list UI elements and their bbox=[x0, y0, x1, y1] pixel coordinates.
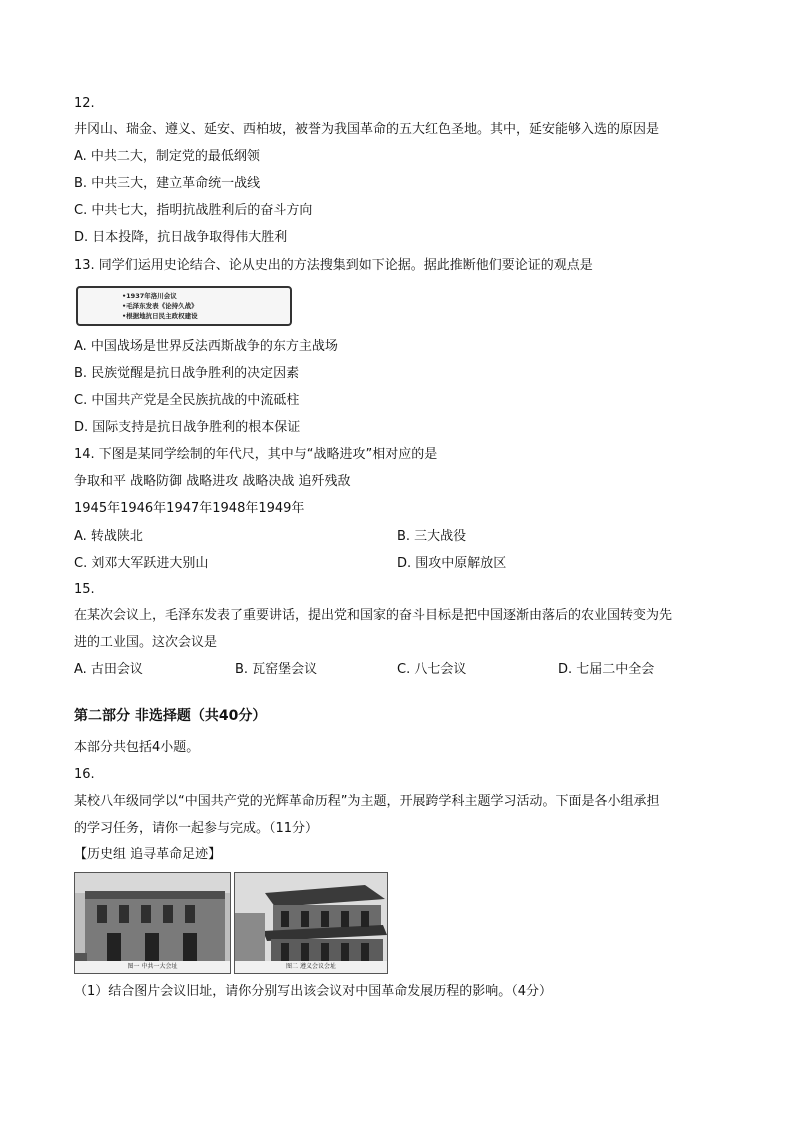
part2-note: 本部分共包括4小题。 bbox=[74, 740, 200, 755]
q14-option-a: A. 转战陕北 bbox=[74, 529, 143, 544]
q13-stem: 13. 同学们运用史论结合、论从史出的方法搜集到如下论据。据此推断他们要论证的观点是 bbox=[74, 258, 593, 273]
photo-first-congress-site bbox=[74, 872, 231, 974]
q13-evidence-item: •1937年洛川会议 bbox=[122, 292, 177, 300]
q16-stem-line1: 某校八年级同学以“中国共产党的光辉革命历程”为主题，开展跨学科主题学习活动。下面是各小组承担 bbox=[74, 794, 660, 809]
q13-option-a: A. 中国战场是世界反法西斯战争的东方主战场 bbox=[74, 339, 338, 354]
photo1-caption: 图一 中共一大会址 bbox=[75, 961, 230, 973]
q13-option-d: D. 国际支持是抗日战争胜利的根本保证 bbox=[74, 420, 301, 435]
q14-stem: 14. 下图是某同学绘制的年代尺，其中与“战略进攻”相对应的是 bbox=[74, 447, 438, 462]
q15-stem-line2: 进的工业国。这次会议是 bbox=[74, 635, 218, 650]
photo2-caption: 图二 遵义会议会址 bbox=[235, 961, 387, 973]
q16-number: 16. bbox=[74, 767, 95, 782]
q12-number: 12. bbox=[74, 96, 95, 111]
q16-subquestion-1: （1）结合图片会议旧址，请你分别写出该会议对中国革命发展历程的影响。（4分） bbox=[74, 984, 553, 999]
q12-option-c: C. 中共七大，指明抗战胜利后的奋斗方向 bbox=[74, 203, 313, 218]
part2-title: 第二部分 非选择题（共40分） bbox=[74, 708, 267, 724]
q12-option-d: D. 日本投降，抗日战争取得伟大胜利 bbox=[74, 230, 288, 245]
q12-option-b: B. 中共三大，建立革命统一战线 bbox=[74, 176, 261, 191]
q16-stem-line2: 的学习任务，请你一起参与完成。（11分） bbox=[74, 821, 319, 836]
building-image bbox=[75, 873, 231, 974]
q16-photos bbox=[74, 872, 388, 974]
q15-stem-line1: 在某次会议上，毛泽东发表了重要讲话，提出党和国家的奋斗目标是把中国逐渐由落后的农业国转变为先 bbox=[74, 608, 673, 623]
q13-evidence-item: •毛泽东发表《论持久战》 bbox=[122, 302, 198, 310]
q13-evidence-item: •根据地抗日民主政权建设 bbox=[122, 312, 198, 320]
q15-option-d: D. 七届二中全会 bbox=[558, 662, 655, 677]
q15-number: 15. bbox=[74, 582, 95, 597]
q14-option-d: D. 围攻中原解放区 bbox=[397, 556, 507, 571]
q14-timeline-years: 1945年1946年1947年1948年1949年 bbox=[74, 501, 305, 516]
q15-option-b: B. 瓦窑堡会议 bbox=[235, 662, 318, 677]
q13-evidence-box bbox=[76, 286, 292, 326]
q14-timeline-labels: 争取和平 战略防御 战略进攻 战略决战 追歼残敌 bbox=[74, 474, 351, 489]
q12-option-a: A. 中共二大，制定党的最低纲领 bbox=[74, 149, 260, 164]
q13-option-c: C. 中国共产党是全民族抗战的中流砥柱 bbox=[74, 393, 300, 408]
q14-option-c: C. 刘邓大军跃进大别山 bbox=[74, 556, 209, 571]
q12-stem: 井冈山、瑞金、遵义、延安、西柏坡，被誉为我国革命的五大红色圣地。其中，延安能够入选的原因是 bbox=[74, 122, 660, 137]
building-image bbox=[235, 873, 388, 974]
q14-option-b: B. 三大战役 bbox=[397, 529, 467, 544]
q15-option-a: A. 古田会议 bbox=[74, 662, 143, 677]
q13-option-b: B. 民族觉醒是抗日战争胜利的决定因素 bbox=[74, 366, 300, 381]
q16-group-heading: 【历史组 追寻革命足迹】 bbox=[74, 847, 222, 862]
photo-zunyi-meeting-site bbox=[234, 872, 388, 974]
q15-option-c: C. 八七会议 bbox=[397, 662, 467, 677]
